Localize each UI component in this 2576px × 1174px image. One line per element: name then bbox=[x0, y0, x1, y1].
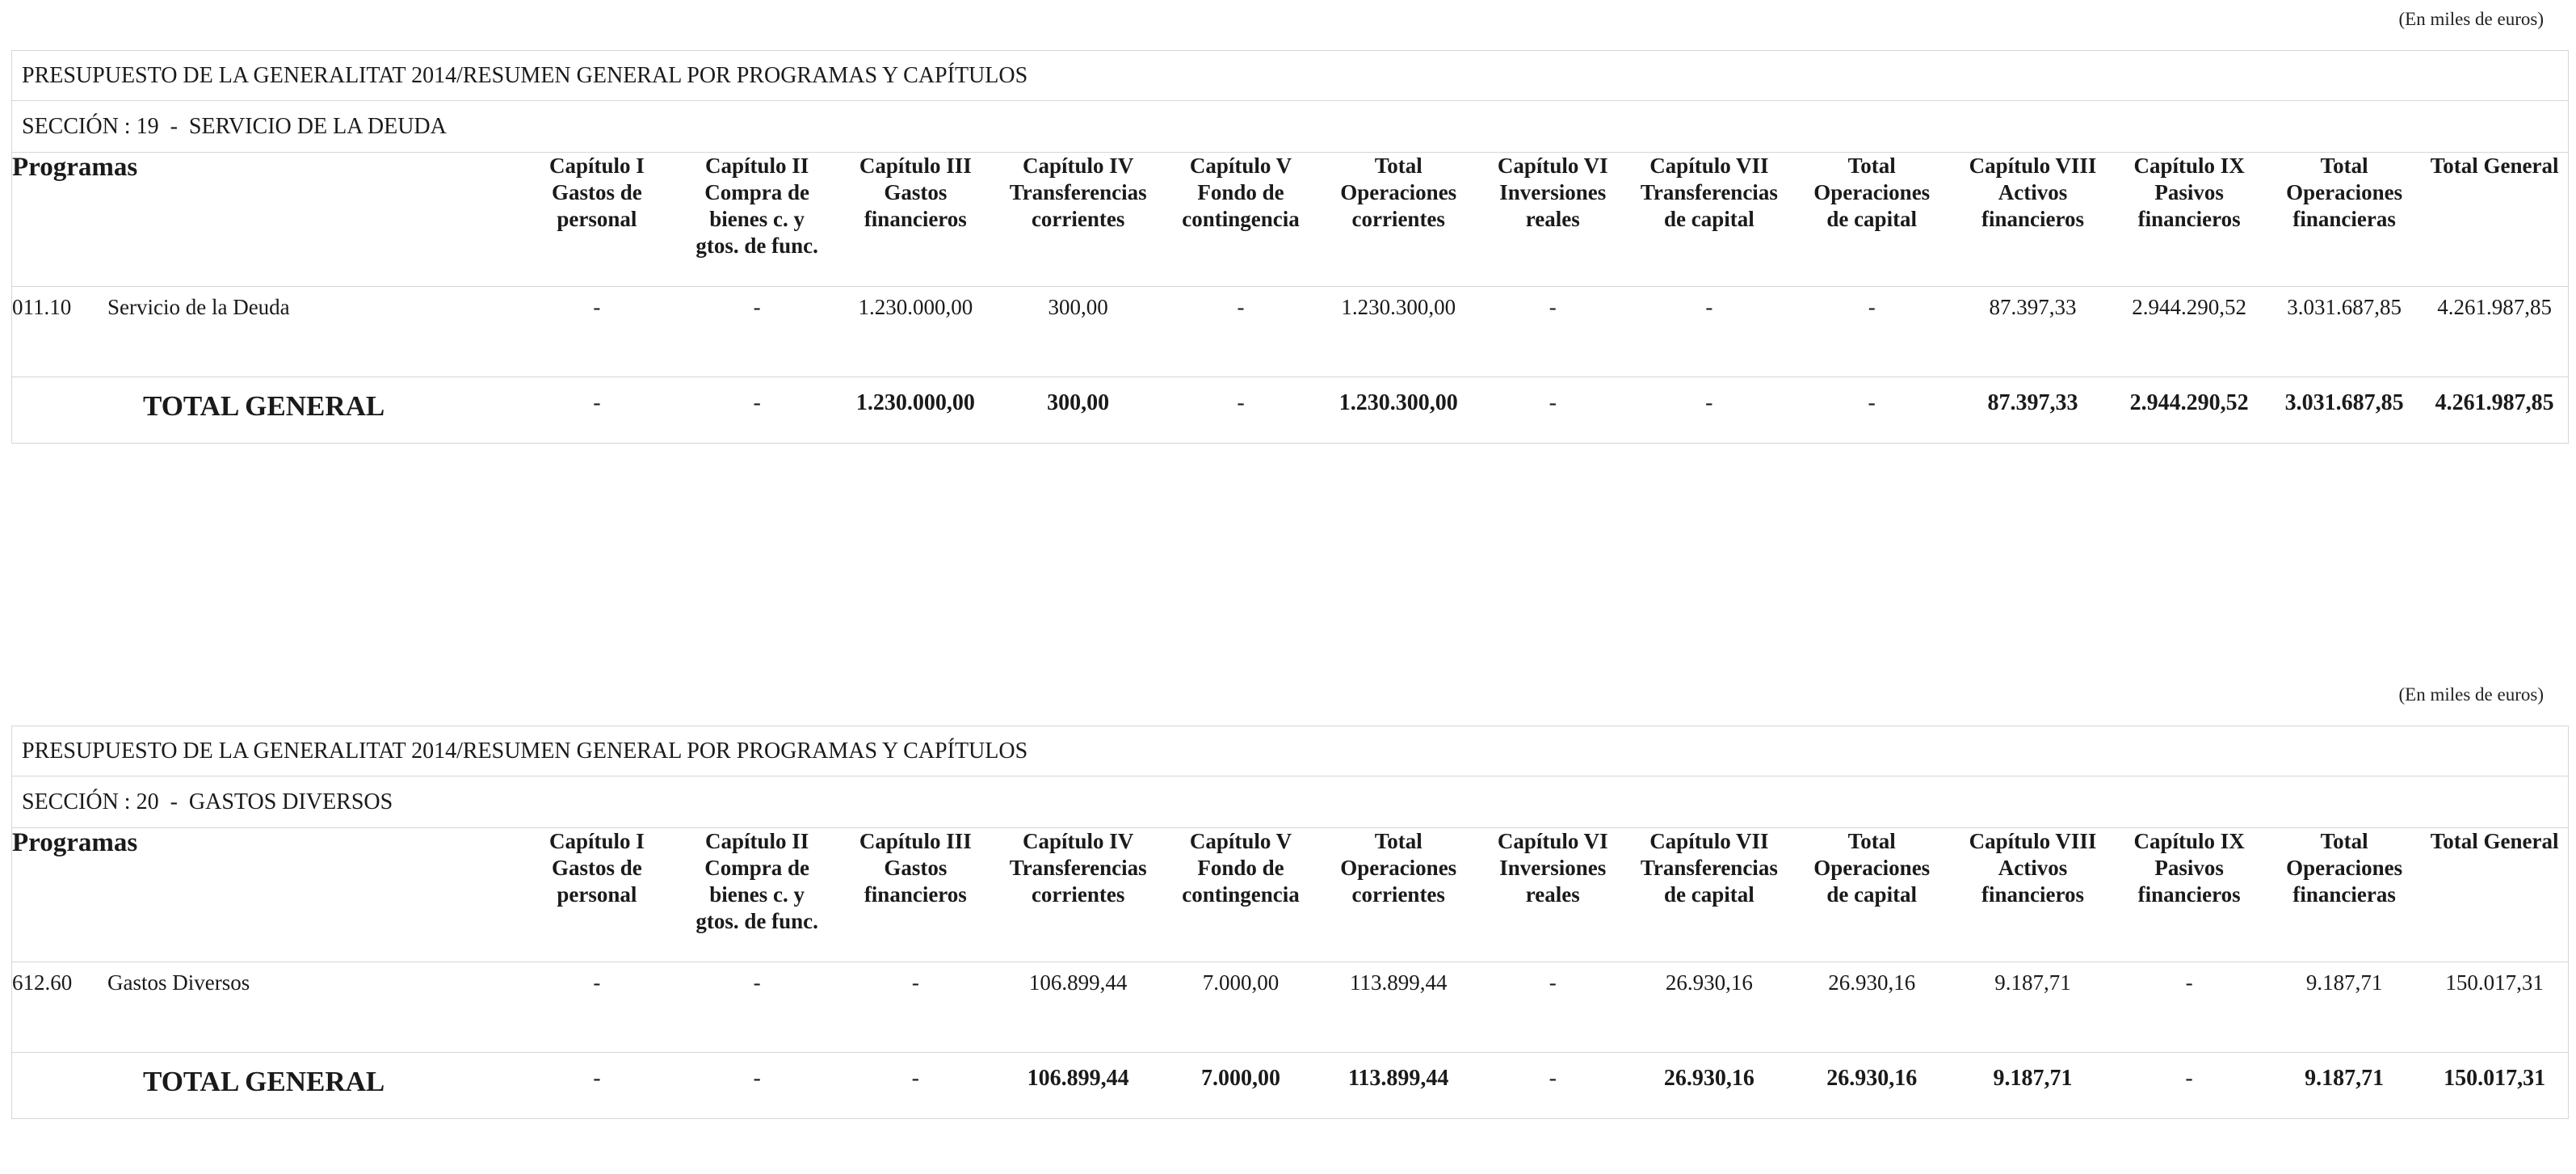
column-header: Capítulo V Fondo de contingencia bbox=[1161, 153, 1321, 286]
programs-table bbox=[12, 828, 2568, 1118]
total-cell: 87.397,33 bbox=[1987, 389, 2078, 415]
column-header: Total Operaciones de capital bbox=[1788, 153, 1954, 286]
value-cell: - bbox=[1788, 286, 1954, 377]
total-label: TOTAL GENERAL bbox=[143, 1065, 385, 1097]
column-header: Total Operaciones financieras bbox=[2267, 828, 2421, 962]
column-header: Capítulo VIII Activos financieros bbox=[1955, 153, 2111, 286]
value-cell: 26.930,16 bbox=[1788, 962, 1954, 1052]
table-title: PRESUPUESTO DE LA GENERALITAT 2014/RESUMEN GENERAL POR PROGRAMAS Y CAPÍTULOS bbox=[12, 51, 2568, 101]
total-cell: - bbox=[593, 389, 601, 415]
total-cell: - bbox=[1705, 389, 1713, 415]
total-cell: 1.230.300,00 bbox=[1338, 389, 1458, 415]
total-cell: - bbox=[1549, 1065, 1557, 1091]
program-code: 011.10 bbox=[12, 294, 72, 319]
column-header: Capítulo III Gastos financieros bbox=[835, 828, 995, 962]
value-cell: - bbox=[835, 962, 995, 1052]
value-cell: 9.187,71 bbox=[1955, 962, 2111, 1052]
value-cell: - bbox=[515, 962, 679, 1052]
units-note: (En miles de euros) bbox=[2398, 9, 2544, 29]
program-name: Gastos Diversos bbox=[107, 970, 250, 995]
total-row bbox=[12, 377, 2568, 443]
total-cell: - bbox=[1549, 389, 1557, 415]
column-header: Total Operaciones financieras bbox=[2267, 153, 2421, 286]
table-row bbox=[12, 286, 2568, 377]
budget-table-section-20 bbox=[11, 726, 2569, 1119]
value-cell: 3.031.687,85 bbox=[2267, 286, 2421, 377]
column-header: Capítulo VI Inversiones reales bbox=[1476, 153, 1629, 286]
total-cell: - bbox=[1868, 389, 1876, 415]
total-cell: 1.230.000,00 bbox=[855, 389, 975, 415]
section-name: SERVICIO DE LA DEUDA bbox=[188, 113, 447, 139]
section-separator: - bbox=[158, 113, 189, 139]
total-cell: - bbox=[753, 1065, 761, 1091]
total-cell: 113.899,44 bbox=[1347, 1065, 1449, 1091]
column-header-row bbox=[12, 153, 2568, 286]
value-cell: 1.230.300,00 bbox=[1321, 286, 1476, 377]
column-header: Capítulo IV Transferencias corrientes bbox=[995, 828, 1160, 962]
units-note: (En miles de euros) bbox=[2398, 684, 2544, 705]
value-cell: - bbox=[679, 286, 835, 377]
value-cell: 9.187,71 bbox=[2267, 962, 2421, 1052]
value-cell: 87.397,33 bbox=[1955, 286, 2111, 377]
total-cell: - bbox=[911, 1065, 919, 1091]
programs-table bbox=[12, 153, 2568, 443]
table-title: PRESUPUESTO DE LA GENERALITAT 2014/RESUMEN GENERAL POR PROGRAMAS Y CAPÍTULOS bbox=[12, 726, 2568, 776]
column-header: Capítulo IX Pasivos financieros bbox=[2111, 153, 2267, 286]
program-cell bbox=[12, 286, 515, 377]
total-cell: 2.944.290,52 bbox=[2129, 389, 2249, 415]
column-header: Total Operaciones de capital bbox=[1788, 828, 1954, 962]
section-separator: - bbox=[158, 789, 189, 814]
program-code: 612.60 bbox=[12, 970, 73, 995]
column-header: Total General bbox=[2421, 153, 2568, 286]
total-cell: 300,00 bbox=[1047, 389, 1110, 415]
total-row bbox=[12, 1052, 2568, 1118]
column-header: Total Operaciones corrientes bbox=[1321, 828, 1476, 962]
column-header: Capítulo VIII Activos financieros bbox=[1955, 828, 2111, 962]
value-cell: 4.261.987,85 bbox=[2421, 286, 2568, 377]
value-cell: 300,00 bbox=[995, 286, 1160, 377]
total-cell: 4.261.987,85 bbox=[2435, 389, 2554, 415]
column-header: Capítulo I Gastos de personal bbox=[515, 828, 679, 962]
column-header: Capítulo IV Transferencias corrientes bbox=[995, 153, 1160, 286]
value-cell: - bbox=[1476, 286, 1629, 377]
value-cell: - bbox=[515, 286, 679, 377]
section-heading bbox=[12, 101, 2568, 153]
program-cell bbox=[12, 962, 515, 1052]
total-cell: 26.930,16 bbox=[1663, 1065, 1754, 1091]
value-cell: 113.899,44 bbox=[1321, 962, 1476, 1052]
column-header: Capítulo III Gastos financieros bbox=[835, 153, 995, 286]
programs-column-header: Programas bbox=[12, 828, 515, 962]
column-header: Capítulo IX Pasivos financieros bbox=[2111, 828, 2267, 962]
value-cell: - bbox=[1629, 286, 1788, 377]
value-cell: 7.000,00 bbox=[1161, 962, 1321, 1052]
total-cell: - bbox=[593, 1065, 601, 1091]
total-cell: - bbox=[753, 389, 761, 415]
total-cell: - bbox=[1237, 389, 1245, 415]
budget-table-section-19 bbox=[11, 50, 2569, 444]
total-label: TOTAL GENERAL bbox=[143, 389, 385, 422]
programs-column-header: Programas bbox=[12, 153, 515, 286]
section-name: GASTOS DIVERSOS bbox=[188, 789, 393, 814]
column-header: Capítulo VII Transferencias de capital bbox=[1629, 828, 1788, 962]
column-header: Capítulo VI Inversiones reales bbox=[1476, 828, 1629, 962]
value-cell: - bbox=[679, 962, 835, 1052]
table-row bbox=[12, 962, 2568, 1052]
column-header: Capítulo VII Transferencias de capital bbox=[1629, 153, 1788, 286]
value-cell: - bbox=[1476, 962, 1629, 1052]
value-cell: 26.930,16 bbox=[1629, 962, 1788, 1052]
column-header: Capítulo I Gastos de personal bbox=[515, 153, 679, 286]
section-heading bbox=[12, 776, 2568, 828]
column-header: Total Operaciones corrientes bbox=[1321, 153, 1476, 286]
total-cell: - bbox=[2185, 1065, 2193, 1091]
total-cell: 26.930,16 bbox=[1826, 1065, 1918, 1091]
value-cell: - bbox=[1161, 286, 1321, 377]
section-label: SECCIÓN : 20 bbox=[22, 789, 159, 814]
column-header: Capítulo V Fondo de contingencia bbox=[1161, 828, 1321, 962]
total-cell: 7.000,00 bbox=[1201, 1065, 1281, 1091]
total-cell: 150.017,31 bbox=[2444, 1065, 2546, 1091]
column-header: Capítulo II Compra de bienes c. y gtos. de func. bbox=[679, 153, 835, 286]
value-cell: 106.899,44 bbox=[995, 962, 1160, 1052]
value-cell: - bbox=[2111, 962, 2267, 1052]
section-label: SECCIÓN : 19 bbox=[22, 113, 159, 139]
total-cell: 9.187,71 bbox=[2305, 1065, 2385, 1091]
total-cell: 3.031.687,85 bbox=[2284, 389, 2404, 415]
total-cell: 9.187,71 bbox=[1993, 1065, 2073, 1091]
program-name: Servicio de la Deuda bbox=[107, 294, 290, 319]
value-cell: 2.944.290,52 bbox=[2111, 286, 2267, 377]
column-header: Capítulo II Compra de bienes c. y gtos. de func. bbox=[679, 828, 835, 962]
column-header-row bbox=[12, 828, 2568, 962]
value-cell: 150.017,31 bbox=[2421, 962, 2568, 1052]
value-cell: 1.230.000,00 bbox=[835, 286, 995, 377]
column-header: Total General bbox=[2421, 828, 2568, 962]
total-cell: 106.899,44 bbox=[1027, 1065, 1129, 1091]
